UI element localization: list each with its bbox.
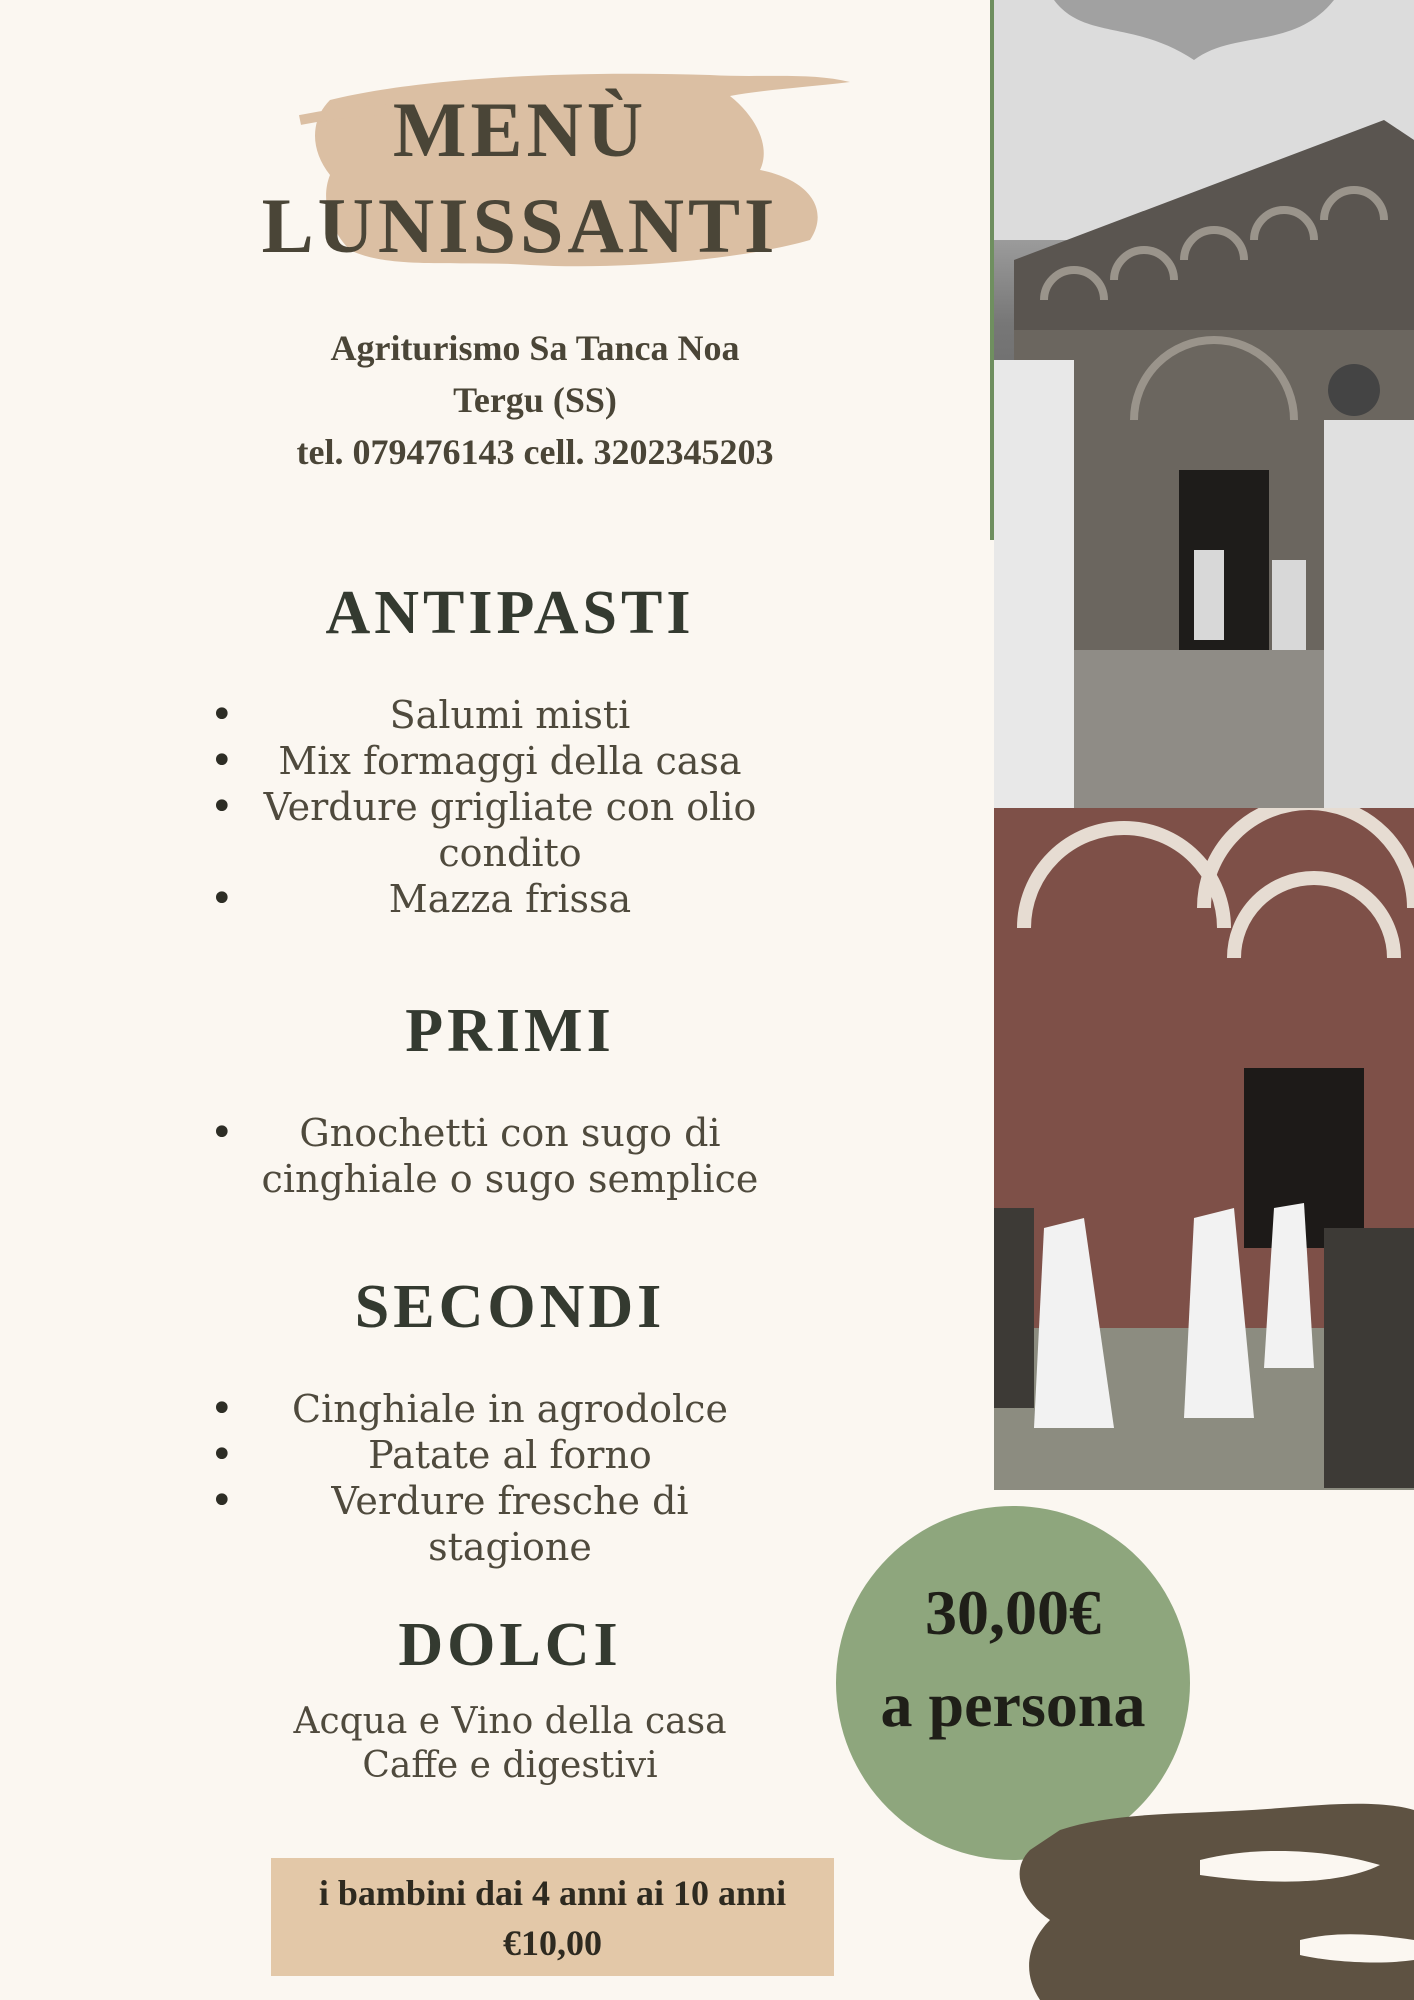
price-unit: a persona (880, 1669, 1146, 1740)
kids-age-text: i bambini dai 4 anni ai 10 anni (318, 1873, 787, 1913)
venue-name: Agriturismo Sa Tanca Noa (330, 328, 740, 368)
list-item: • Mazza frissa (210, 876, 810, 922)
list-item: • Gnochetti con sugo di cinghiale o sugo semplice (210, 1110, 810, 1202)
list-item: • Verdure fresche di stagione (210, 1478, 810, 1570)
dark-brush-decoration (1000, 1790, 1414, 2000)
menu-title-block (230, 60, 830, 300)
contact-info (200, 322, 870, 478)
church-facade-image (994, 0, 1414, 808)
list-item: • Cinghiale in agrodolce (210, 1386, 810, 1432)
dolci-lines (230, 1700, 790, 1788)
kids-price-box (271, 1858, 834, 1976)
primi-list (210, 1110, 810, 1202)
kids-price-text: €10,00 (503, 1923, 602, 1963)
menu-title (230, 82, 810, 274)
dolci-line: Caffe e digestivi (362, 1745, 658, 1786)
title-line-1: MENÙ (392, 86, 648, 173)
section-title-secondi: SECONDI (354, 1273, 666, 1341)
procession-image (994, 808, 1414, 1490)
list-item: • Salumi misti (210, 692, 810, 738)
section-title-antipasti: ANTIPASTI (325, 579, 695, 647)
price-amount: 30,00€ (925, 1577, 1101, 1648)
section-title-primi: PRIMI (405, 997, 615, 1065)
venue-place: Tergu (SS) (453, 380, 617, 420)
procession-photo (994, 808, 1414, 1490)
phone-numbers: tel. 079476143 cell. 3202345203 (296, 432, 774, 472)
list-item: • Mix formaggi della casa (210, 738, 810, 784)
church-photo-bw (994, 0, 1414, 808)
list-item: • Patate al forno (210, 1432, 810, 1478)
antipasti-list (210, 692, 810, 922)
section-title-dolci: DOLCI (398, 1611, 622, 1679)
dolci-line: Acqua e Vino della casa (293, 1701, 727, 1742)
secondi-list (210, 1386, 810, 1570)
list-item: • Verdure grigliate con olio condito (210, 784, 810, 876)
title-line-2: LUNISSANTI (261, 182, 779, 269)
